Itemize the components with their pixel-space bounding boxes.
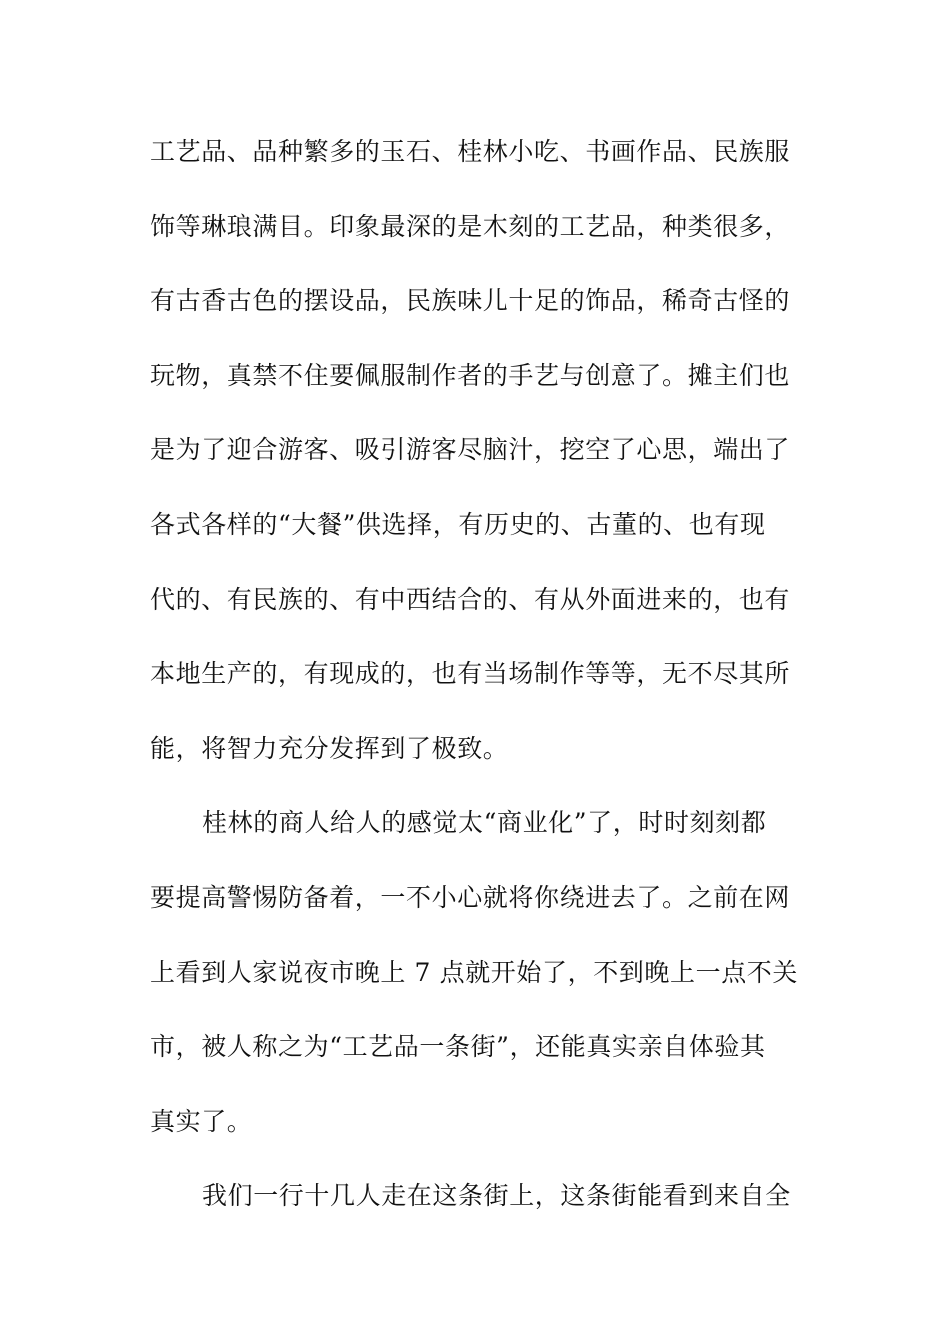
text-line: 真实了。 — [150, 1106, 253, 1136]
paragraph-3 — [150, 1171, 800, 1246]
paragraph-2 — [150, 798, 800, 1171]
text-line: 是为了迎合游客、吸引游客尽脑汁，挖空了心思，端出了 — [150, 435, 791, 465]
text-line: 玩物，真禁不住要佩服制作者的手艺与创意了。摊主们也 — [150, 360, 791, 390]
text-line: 本地生产的，有现成的，也有当场制作等等，无不尽其所 — [150, 659, 791, 689]
text-line: 代的、有民族的、有中西结合的、有从外面进来的，也有 — [150, 584, 791, 614]
text-line: 饰等琳琅满目。印象最深的是木刻的工艺品，种类很多， — [150, 211, 791, 241]
paragraph-1 — [150, 127, 800, 798]
body-text — [150, 127, 800, 1246]
text-line: 各式各样的“大餐”供选择，有历史的、古董的、也有现 — [150, 509, 766, 539]
text-line: 上看到人家说夜市晚上 7 点就开始了，不到晚上一点不关 — [150, 957, 799, 987]
text-line: 工艺品、品种繁多的玉石、桂林小吃、书画作品、民族服 — [150, 137, 791, 166]
text-line: 市，被人称之为“工艺品一条街”，还能真实亲自体验其 — [150, 1032, 766, 1062]
text-line: 我们一行十几人走在这条街上，这条街能看到来自全 — [202, 1181, 791, 1211]
text-line: 能，将智力充分发挥到了极致。 — [150, 733, 509, 763]
text-line: 有古香古色的摆设品，民族味儿十足的饰品，稀奇古怪的 — [150, 286, 791, 316]
text-line: 桂林的商人给人的感觉太“商业化”了，时时刻刻都 — [202, 808, 767, 838]
text-line: 要提高警惕防备着，一不小心就将你绕进去了。之前在网 — [150, 882, 791, 912]
